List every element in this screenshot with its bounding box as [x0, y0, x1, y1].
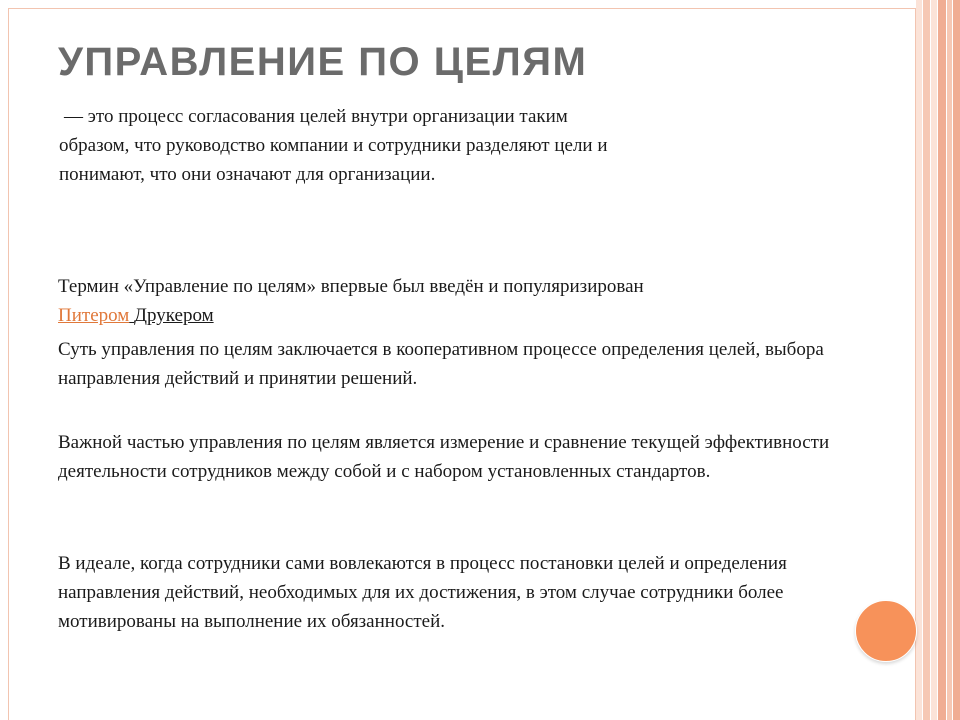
- stripe: [947, 0, 952, 720]
- decorative-stripes: [916, 0, 960, 720]
- stripe: [916, 0, 922, 720]
- slide-title: УПРАВЛЕНИЕ ПО ЦЕЛЯМ: [58, 40, 588, 84]
- stripe: [953, 0, 960, 720]
- link-peter[interactable]: Питером: [58, 305, 130, 326]
- term-paragraph: [58, 272, 918, 330]
- link-drucker[interactable]: Друкером: [134, 305, 214, 326]
- importance-paragraph: Важной частью управления по целям является измерение и сравнение текущей эффективности деятельности сотрудников между собой и с набором установленных стандартов.: [58, 432, 830, 482]
- stripe: [938, 0, 946, 720]
- stripe: [923, 0, 930, 720]
- ideal-paragraph: В идеале, когда сотрудники сами вовлекаются в процесс постановки целей и определения направления действий, необходимых для их достижения, в этом случае сотрудники более мотивированы на выполнение их обязанностей.: [58, 553, 787, 632]
- stripe: [931, 0, 937, 720]
- term-prefix-text: Термин «Управление по целям» впервые был введён и популяризирован: [58, 276, 644, 297]
- definition-text: — это процесс согласования целей внутри организации таким образом, что руководство компании и сотрудники разделяют цели и понимают, что они означают для организации.: [59, 106, 608, 185]
- essence-paragraph: Суть управления по целям заключается в кооперативном процессе определения целей, выбора направления действий и принятии решений.: [58, 339, 824, 389]
- decorative-circle: [855, 600, 917, 662]
